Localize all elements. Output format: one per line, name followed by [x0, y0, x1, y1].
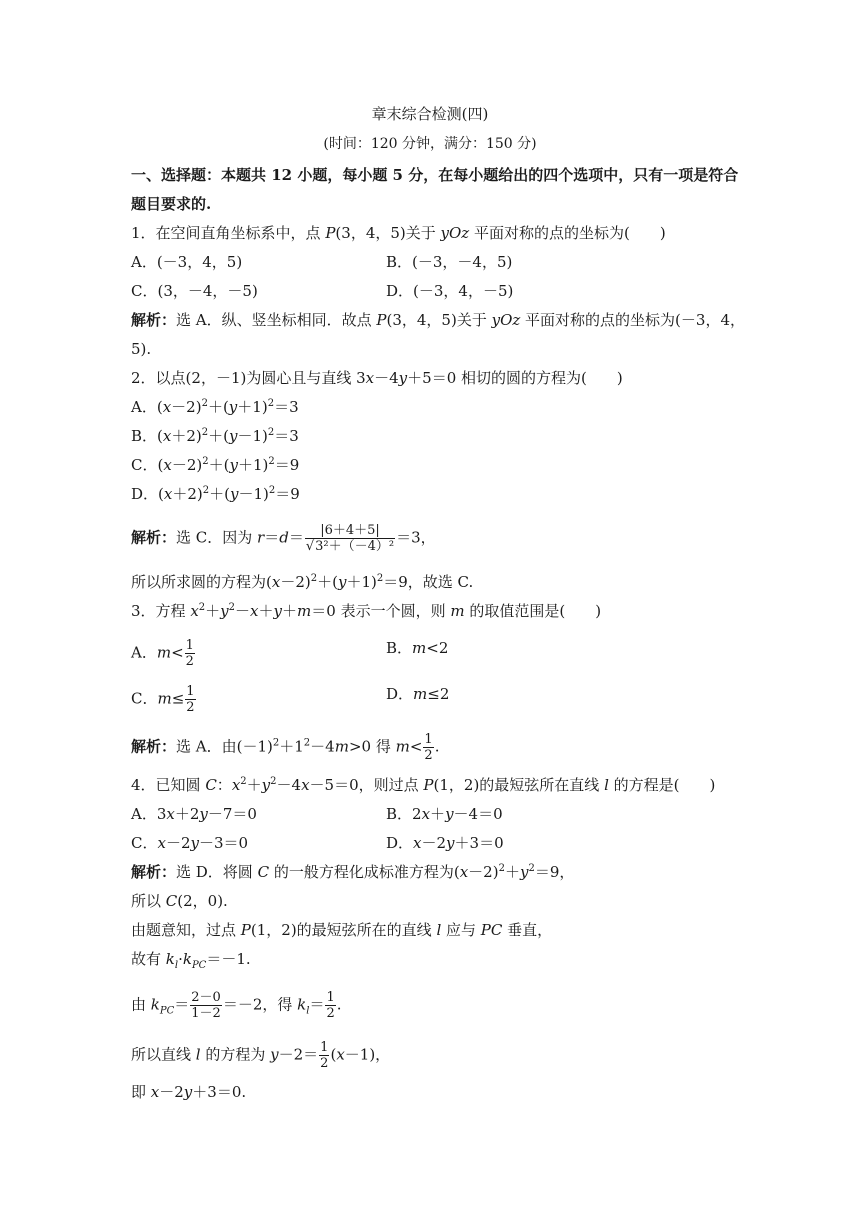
q4-solution-line7: 即 x－2y＋3＝0.: [131, 1083, 247, 1101]
half-fraction: $\frac{1}{2}$: [326, 990, 335, 1021]
q2-solution: 解析：选 C．因为 r＝d＝ $\frac{|6+4+5|}{\text{√3²＋（－4）²}}$ ＝3，: [131, 523, 436, 554]
q4-solution-line5: 由 $k_{PC}=$ $\frac{2-0}{1-2}$ ＝－2，得 $k_l=$ $\frac{1}{2}$ .: [131, 990, 342, 1021]
q4-option-c: C．x－2y－3＝0: [131, 834, 249, 852]
q3-option-b: B．m<2: [386, 639, 449, 657]
q4-solution-line3: 由题意知，过点 P(1，2)的最短弦所在的直线 l 应与 PC 垂直，: [131, 921, 553, 939]
half-fraction: $\frac{1}{2}$: [186, 684, 195, 715]
q3-option-c: C．m≤ $\frac{1}{2}$: [131, 684, 195, 715]
half-fraction: $\frac{1}{2}$: [424, 732, 433, 763]
q1-stem: 1．在空间直角坐标系中，点 P(3，4，5)关于 yOz 平面对称的点的坐标为( ): [131, 224, 666, 242]
q4-solution-line4: 故有 $k_l\cdot k_{PC}=-1$.: [131, 950, 251, 971]
q4-option-a: A．3x＋2y－7＝0: [131, 805, 257, 823]
q3-stem: 3．方程 $x^2+y^2-x+y+m=0$ 表示一个圆，则 m 的取值范围是( ): [131, 602, 602, 620]
half-fraction: $\frac{1}{2}$: [320, 1040, 329, 1071]
q4-solution-line2: 所以 C(2，0).: [131, 892, 228, 910]
q1-option-c: C．(3，－4，－5): [131, 282, 258, 300]
q2-solution-cont: 所以所求圆的方程为$(x-2)^2+(y+1)^2=9$，故选 C.: [131, 573, 474, 591]
q2-option-c: C．$(x-2)^2+(y+1)^2=9$: [131, 456, 300, 474]
q4-solution-line6: 所以直线 l 的方程为 y－2＝ $\frac{1}{2}$ (x－1)，: [131, 1040, 391, 1071]
q3-option-a: A．m< $\frac{1}{2}$: [131, 638, 194, 669]
q1-option-d: D．(－3，4，－5): [386, 282, 514, 300]
q2-option-d: D．$(x+2)^2+(y-1)^2=9$: [131, 485, 300, 503]
distance-fraction: $\frac{|6+4+5|}{\text{√3²＋（－4）²}}$: [305, 523, 395, 554]
section-heading-cont: 题目要求的.: [131, 195, 212, 213]
q4-stem: 4．已知圆 C：$x^2+y^2-4x-5=0$，则过点 P(1，2)的最短弦所在直线 l 的方程是( ): [131, 776, 716, 794]
q4-option-b: B．2x＋y－4＝0: [386, 805, 503, 823]
q2-option-b: B．$(x+2)^2+(y-1)^2=3$: [131, 427, 299, 445]
q3-option-d: D．m≤2: [386, 685, 450, 703]
q3-solution: 解析：选 A．由$(-1)^2+1^2-4m>0$ 得 m< $\frac{1}{2}$ .: [131, 732, 440, 763]
section-heading: 一、选择题：本题共 12 小题，每小题 5 分，在每小题给出的四个选项中，只有一项是符合: [131, 166, 739, 184]
q1-solution-cont: 5).: [131, 340, 152, 358]
page-subtitle: (时间：120 分钟，满分：150 分): [323, 136, 537, 152]
q2-option-a: A．$(x-2)^2+(y+1)^2=3$: [131, 398, 299, 416]
q1-option-a: A．(－3，4，5): [131, 253, 243, 271]
q4-solution: 解析：选 D．将圆 C 的一般方程化成标准方程为$(x-2)^2+y^2=9$，: [131, 863, 575, 881]
q4-option-d: D．x－2y＋3＝0: [386, 834, 504, 852]
half-fraction: $\frac{1}{2}$: [185, 638, 194, 669]
q1-solution: 解析：选 A．纵、竖坐标相同．故点 P(3，4，5)关于 yOz 平面对称的点的坐标为(－3，4，: [131, 311, 745, 329]
slope-fraction: $\frac{2-0}{1-2}$: [191, 990, 221, 1021]
q1-option-b: B．(－3，－4，5): [386, 253, 513, 271]
page-title: 章末综合检测(四): [371, 105, 489, 123]
q2-stem: 2．以点(2，－1)为圆心且与直线 3x－4y＋5＝0 相切的圆的方程为( ): [131, 369, 623, 387]
